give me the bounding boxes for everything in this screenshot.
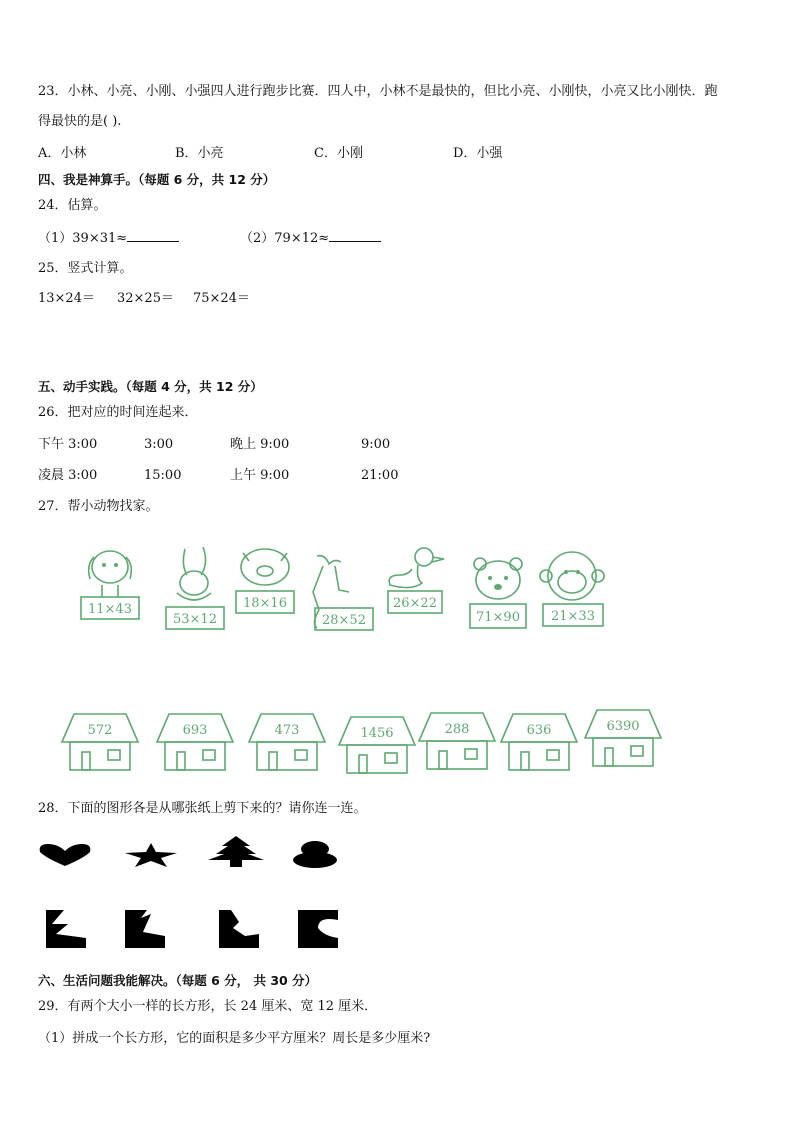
house-number: 636 bbox=[526, 723, 552, 738]
section4-title: 四、我是神算手。（每题 6 分，共 12 分） bbox=[38, 172, 276, 187]
q23-option-d: D．小强 bbox=[453, 146, 503, 161]
q25-item-1: 13×24＝ bbox=[38, 291, 95, 306]
q27-title: 27．帮小动物找家。 bbox=[38, 499, 159, 514]
q26-row1-col2: 3:00 bbox=[144, 437, 174, 452]
q24-title: 24．估算。 bbox=[38, 198, 107, 213]
q26-row1-col3: 晚上 9:00 bbox=[230, 437, 290, 452]
animal-expr: 53×12 bbox=[173, 612, 217, 627]
tree-shape[interactable] bbox=[208, 836, 264, 868]
section5-title: 五、动手实践。（每题 4 分，共 12 分） bbox=[38, 379, 263, 394]
paper-2[interactable] bbox=[125, 910, 165, 950]
q29-sub1: （1）拼成一个长方形，它的面积是多少平方厘米？周长是多少厘米? bbox=[38, 1031, 431, 1046]
house-icon[interactable] bbox=[499, 712, 579, 772]
answer-blank[interactable] bbox=[127, 229, 179, 242]
section6-title: 六、生活问题我能解决。（每题 6 分， 共 30 分） bbox=[38, 973, 318, 988]
house-icon[interactable] bbox=[417, 711, 497, 771]
q28-title: 28．下面的图形各是从哪张纸上剪下来的？请你连一连。 bbox=[38, 801, 367, 816]
house-number: 6390 bbox=[606, 719, 640, 734]
rabbit-icon[interactable] bbox=[163, 545, 229, 635]
q23-option-c: C．小刚 bbox=[314, 146, 363, 161]
house-icon[interactable] bbox=[583, 708, 663, 768]
paper-4[interactable] bbox=[298, 910, 338, 950]
animal-expr: 26×22 bbox=[393, 596, 437, 611]
q25-item-3: 75×24＝ bbox=[193, 291, 250, 306]
q25-title: 25．竖式计算。 bbox=[38, 261, 133, 276]
q23-option-a: A．小林 bbox=[38, 146, 87, 161]
animal-expr: 18×16 bbox=[243, 596, 287, 611]
q24-item-2-text: （2）79×12≈ bbox=[240, 231, 330, 246]
house-number: 288 bbox=[444, 722, 470, 737]
heart-shape[interactable] bbox=[38, 842, 92, 868]
q26-row2-col1: 凌晨 3:00 bbox=[38, 468, 98, 483]
goat-icon[interactable] bbox=[305, 552, 377, 636]
q26-row2-col4: 21:00 bbox=[361, 468, 399, 483]
animal-expr: 28×52 bbox=[322, 613, 366, 628]
duck-icon[interactable] bbox=[382, 545, 448, 617]
paper-1[interactable] bbox=[46, 910, 86, 950]
house-number: 473 bbox=[274, 723, 300, 738]
q26-row1-col1: 下午 3:00 bbox=[38, 437, 98, 452]
house-number: 1456 bbox=[360, 726, 394, 741]
house-number: 572 bbox=[87, 723, 113, 738]
q26-row2-col2: 15:00 bbox=[144, 468, 182, 483]
q26-row1-col4: 9:00 bbox=[361, 437, 391, 452]
pig-icon[interactable] bbox=[233, 545, 297, 617]
answer-blank[interactable] bbox=[329, 229, 381, 242]
q24-item-1 bbox=[38, 229, 179, 248]
dog-icon[interactable] bbox=[76, 545, 146, 625]
q23-option-b: B．小亮 bbox=[175, 146, 224, 161]
animal-expr: 21×33 bbox=[551, 609, 595, 624]
q29-title: 29．有两个大小一样的长方形，长 24 厘米、宽 12 厘米． bbox=[38, 999, 378, 1014]
snowman-shape[interactable] bbox=[292, 841, 338, 869]
animal-expr: 71×90 bbox=[476, 610, 520, 625]
monkey-icon[interactable] bbox=[537, 548, 609, 630]
q25-item-2: 32×25＝ bbox=[117, 291, 174, 306]
bear-icon[interactable] bbox=[466, 556, 530, 632]
house-icon[interactable] bbox=[247, 712, 327, 772]
q26-title: 26．把对应的时间连起来． bbox=[38, 405, 198, 420]
house-icon[interactable] bbox=[337, 715, 417, 775]
house-icon[interactable] bbox=[60, 712, 140, 772]
house-icon[interactable] bbox=[155, 712, 235, 772]
q23-line1: 23．小林、小亮、小刚、小强四人进行跑步比赛．四人中，小林不是最快的，但比小亮、小刚快，小亮又比小刚快．跑 bbox=[38, 84, 718, 99]
star-shape[interactable] bbox=[125, 843, 177, 867]
q23-line2: 得最快的是( ). bbox=[38, 114, 122, 129]
house-number: 693 bbox=[182, 723, 208, 738]
q26-row2-col3: 上午 9:00 bbox=[230, 468, 290, 483]
q24-item-2 bbox=[240, 229, 381, 248]
q24-item-1-text: （1）39×31≈ bbox=[38, 231, 128, 246]
animal-expr: 11×43 bbox=[88, 602, 132, 617]
paper-3[interactable] bbox=[219, 910, 259, 950]
